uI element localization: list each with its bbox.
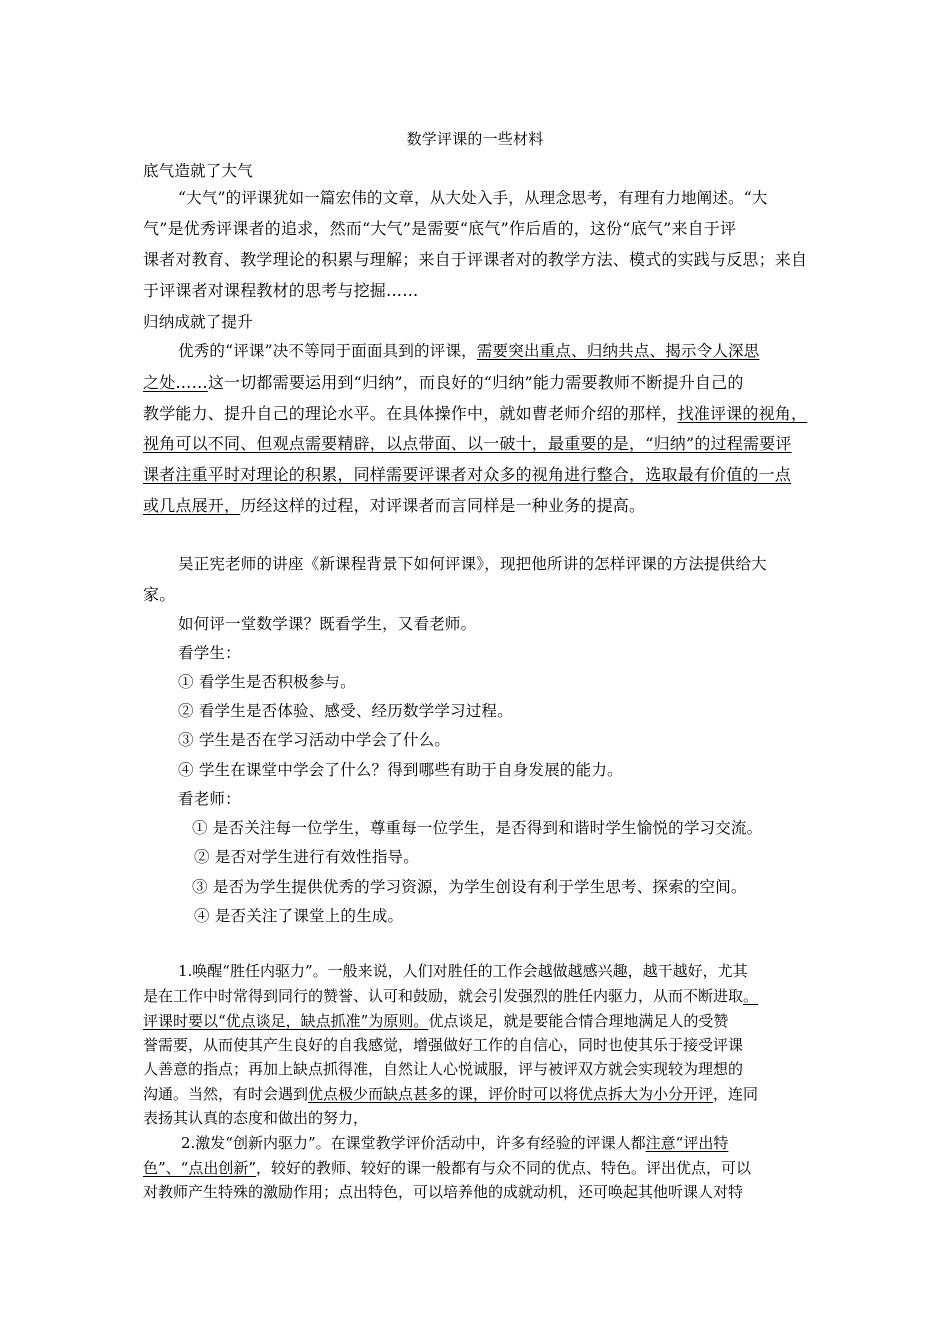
paragraph-line: 家。 <box>143 585 176 604</box>
underlined-text: 或几点展开， <box>143 496 241 515</box>
paragraph-line: 人善意的指点；再加上缺点抓得准，自然让人心悦诚服，评与被评双方就会实现较为理想的 <box>143 1060 744 1078</box>
paragraph-line <box>143 370 744 393</box>
text-run: 教学能力、提升自己的理论水平。在具体操作中，就如曹老师介绍的那样， <box>143 404 678 423</box>
text-run: 2.激发“创新内驱力”。在课堂教学评价活动中，许多有经验的评课人都 <box>181 1134 646 1152</box>
underlined-text: 需要突出重点、归纳共点、揭示令人深思 <box>476 342 760 360</box>
underlined-text: 之处…… <box>143 373 208 392</box>
paragraph-line <box>143 1010 728 1031</box>
paragraph-line <box>143 493 645 516</box>
paragraph-line: 课者对教育、教学理论的积累与理解；来自于评课者对的教学方法、模式的实践与反思；来自 <box>143 250 808 269</box>
list-item: ③ 学生是否在学习活动中学会了什么。 <box>178 731 451 749</box>
paragraph-line <box>143 1157 751 1178</box>
document-title: 数学评课的一些材料 <box>406 130 544 148</box>
paragraph-line: 吴正宪老师的讲座《新课程背景下如何评课》，现把他所讲的怎样评课的方法提供给大 <box>178 555 767 573</box>
underlined-text: 视角可以不同、但观点需要精辟，以点带面、以一破十，最重要的是，“归纳”的过程需要评 <box>143 434 792 453</box>
text-run: 历经这样的过程，对评课者而言同样是一种业务的提高。 <box>240 496 646 515</box>
list-item: ② 是否对学生进行有效性指导。 <box>194 848 419 866</box>
paragraph-line: 于评课者对课程教材的思考与挖掘…… <box>143 281 419 300</box>
underlined-text: 。 <box>743 987 759 1005</box>
paragraph-line: 1.唤醒“胜任内驱力”。一般来说，人们对胜任的工作会越做越感兴趣，越干越好，尤其 <box>178 962 748 980</box>
underlined-text: 课者注重平时对理论的积累，同样需要评课者对众多的视角进行整合，选取最有价值的一点 <box>143 465 792 484</box>
list-item: ① 看学生是否积极参与。 <box>178 673 356 691</box>
text-run: 优点谈足，就是要能合情合理地满足人的受赞 <box>428 1012 729 1030</box>
text-run: 沟通。当然，有时会遇到 <box>143 1085 309 1103</box>
paragraph-line: 誉需要，从而使其产生良好的自我感觉，增强做好工作的自信心，同时也使其乐于接受评课 <box>143 1036 744 1054</box>
list-item: ④ 学生在课堂中学会了什么？得到哪些有助于自身发展的能力。 <box>178 761 623 779</box>
paragraph-line <box>143 1083 758 1104</box>
underlined-text: 色”、“点出创新” <box>143 1159 257 1177</box>
paragraph-line <box>181 1132 728 1153</box>
text-run: 优秀的“评课”决不等同于面面具到的评课， <box>178 342 477 360</box>
text-run: ，连同 <box>713 1085 759 1103</box>
students-heading: 看学生： <box>178 644 241 662</box>
paragraph-line <box>143 985 758 1006</box>
paragraph-line: 气”是优秀评课者的追求，然而“大气”是需要“底气”作后盾的，这份“底气”来自于评 <box>143 219 737 238</box>
underlined-text: 优点极少而缺点甚多的课，评价时可以将优点拆大为小分开评 <box>308 1085 714 1103</box>
list-item: ④ 是否关注了课堂上的生成。 <box>194 907 404 925</box>
underlined-text: 找准评课的视角， <box>677 404 808 423</box>
text-run: ，较好的教师、较好的课一般都有与众不同的优点、特色。评出优点，可以 <box>256 1159 752 1177</box>
paragraph-line: 对教师产生特殊的激励作用；点出特色，可以培养他的成就动机，还可唤起其他听课人对特 <box>143 1183 744 1201</box>
teachers-heading: 看老师： <box>178 790 241 808</box>
paragraph-line <box>178 339 759 361</box>
text-run: 是在工作中时常得到同行的赞誉、认可和鼓励，就会引发强烈的胜任内驱力，从而不断进取 <box>143 987 744 1005</box>
question-line: 如何评一堂数学课？既看学生，又看老师。 <box>178 615 477 633</box>
list-item: ③ 是否为学生提供优秀的学习资源，为学生创设有利于学生思考、探索的空间。 <box>192 878 747 896</box>
paragraph-line: 表扬其认真的态度和做出的努力， <box>143 1109 369 1127</box>
text-run: 这一切都需要运用到“归纳”，而良好的“归纳”能力需要教师不断提升自己的 <box>207 373 744 392</box>
underlined-text: 评课时要以“优点谈足，缺点抓准”为原则。 <box>143 1012 429 1030</box>
section-heading-confidence: 底气造就了大气 <box>143 162 253 180</box>
list-item: ① 是否关注每一位学生，尊重每一位学生，是否得到和谐时学生愉悦的学习交流。 <box>192 819 763 837</box>
paragraph-line <box>143 401 807 424</box>
section-heading-summary: 归纳成就了提升 <box>143 313 253 331</box>
list-item: ② 看学生是否体验、感受、经历数学学习过程。 <box>178 702 513 720</box>
paragraph-line: “大气”的评课犹如一篇宏伟的文章，从大处入手，从理念思考，有理有力地阐述。“大 <box>178 189 768 207</box>
underlined-text: 注意“评出特 <box>645 1134 729 1152</box>
